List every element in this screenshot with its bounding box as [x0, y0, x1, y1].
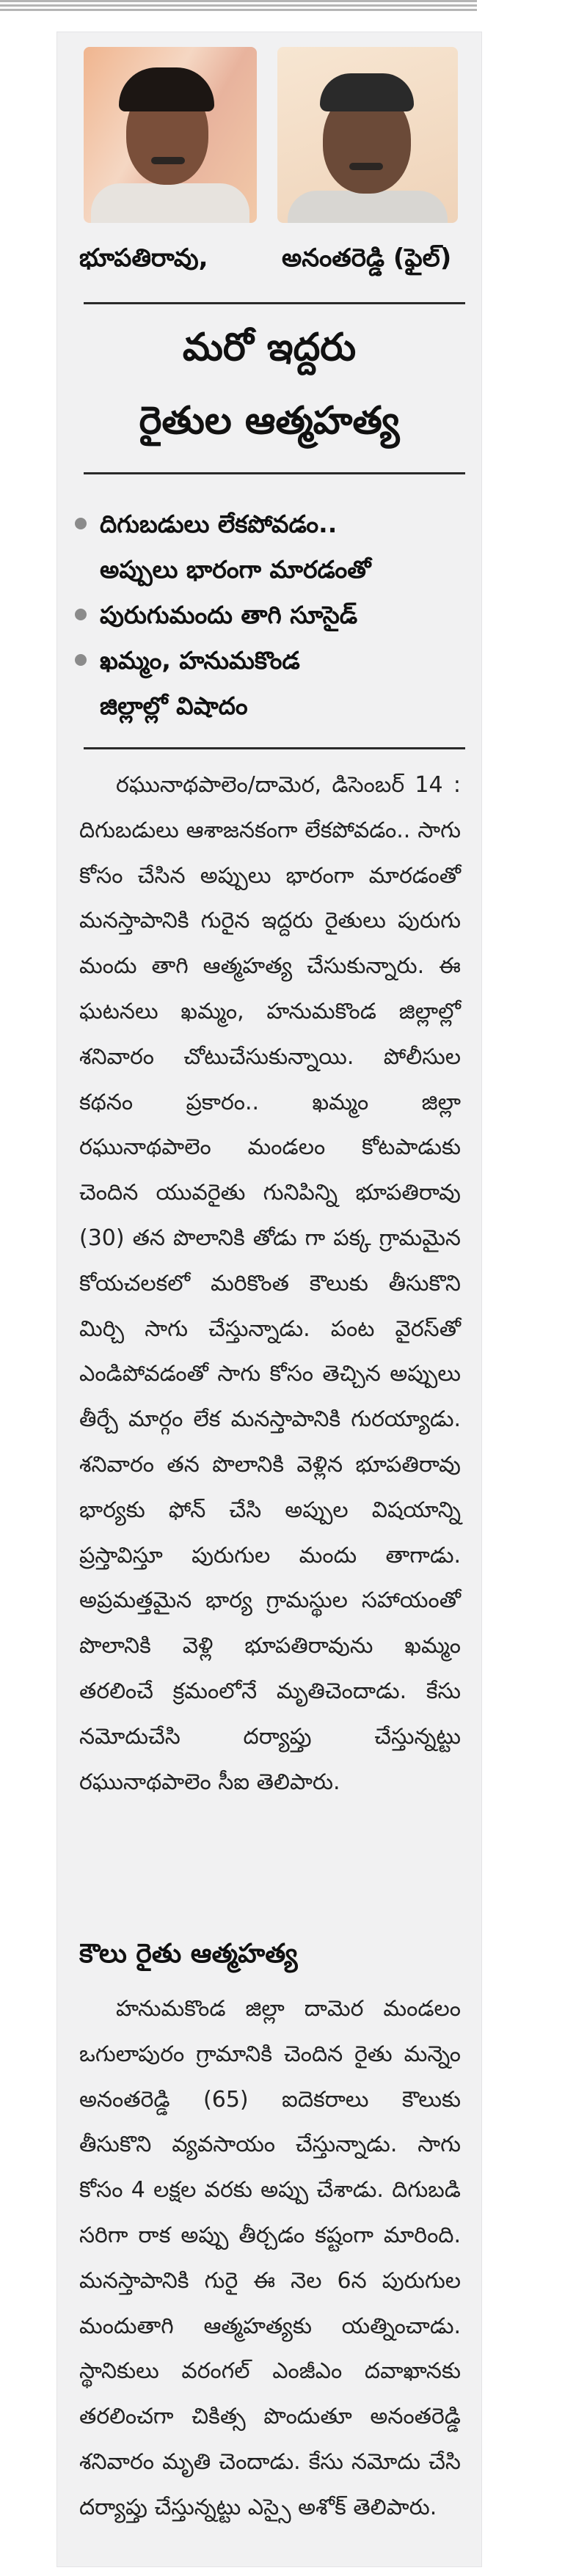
bullet-dot-icon: [75, 609, 87, 620]
highlight-text: అప్పులు భారంగా మారడంతో: [100, 555, 371, 584]
photo-ananthareddy: [277, 47, 458, 223]
photo-mustache: [349, 163, 383, 170]
bullet-dot-icon: [75, 654, 87, 666]
highlight-item: [70, 502, 474, 547]
article-paragraph-2: హనుమకొండ జిల్లా దామెర మండలం ఒగులాపురం గ్రామానికి చెందిన రైతు మన్నెం అనంతరెడ్డి (65) ఐదెకరాలు కౌలుకు తీసుకొని వ్యవసాయం చేస్తున్నాడు. సాగు కోసం 4 లక్షల వరకు అప్పు చేశాడు. దిగుబడి సరిగా రాక అప్పు తీర్చడం కష్టంగా మారింది. మనస్తాపానికి గురై ఈ నెల 6న పురుగుల మందుతాగి ఆత్మహత్యకు యత్నించాడు. స్థానికులు వరంగల్ ఎంజీఎం దవాఖానకు తరలించగా చికిత్స పొందుతూ అనంతరెడ్డి శనివారం మృతి చెందాడు. కేసు నమోదు చేసి దర్యాప్తు చేస్తున్నట్టు ఎస్సై అశోక్ తెలిపారు.: [79, 1996, 461, 2520]
photo-mustache: [151, 157, 185, 164]
photo-shirt: [91, 183, 249, 223]
article-subheading: కౌలు రైతు ఆత్మహత్య: [79, 1939, 298, 1969]
photo-shirt: [288, 191, 448, 223]
photo-hair: [320, 73, 414, 111]
photo-hair: [119, 67, 214, 111]
top-rule: [0, 0, 477, 12]
caption-right: అనంతరెడ్డి (ఫైల్): [282, 243, 452, 273]
headline-line-2: రైతుల ఆత్మహత్య: [139, 399, 400, 443]
photo-row: [57, 32, 481, 252]
highlight-text: పురుగుమందు తాగి సూసైడ్: [100, 601, 358, 629]
highlight-item: [70, 592, 474, 638]
headline-line-1: మరో ఇద్దరు: [182, 326, 357, 370]
highlight-text: దిగుబడులు లేకపోవడం..: [100, 510, 338, 538]
divider-headline: [84, 472, 465, 474]
article-paragraph-1: రఘునాథపాలెం/దామెర, డిసెంబర్ 14 : దిగుబడులు ఆశాజనకంగా లేకపోవడం.. సాగు కోసం చేసిన అప్పులు భారంగా మారడంతో మనస్తాపానికి గురైన ఇద్దరు రైతులు పురుగు మందు తాగి ఆత్మహత్య చేసుకున్నారు. ఈ ఘటనలు ఖమ్మం, హనుమకొండ జిల్లాల్లో శనివారం చోటుచేసుకున్నాయి. పోలీసుల కథనం ప్రకారం.. ఖమ్మం జిల్లా రఘునాథపాలెం మండలం కోటపాడుకు చెందిన యువరైతు గునిపిన్ని భూపతిరావు (30) తన పొలానికి తోడు గా పక్క గ్రామమైన కోయచలకలో మరికొంత కౌలుకు తీసుకొని మిర్చి సాగు చేస్తున్నాడు. పంట వైరస్‌తో ఎండిపోవడంతో సాగు కోసం తెచ్చిన అప్పులు తీర్చే మార్గం లేక మనస్తాపానికి గురయ్యాడు. శనివారం తన పొలానికి వెళ్లిన భూపతిరావు భార్యకు ఫోన్ చేసి అప్పుల విషయాన్ని ప్రస్తావిస్తూ పురుగుల మందు తాగాడు. అప్రమత్తమైన భార్య గ్రామస్థుల సహాయంతో పొలానికి వెళ్లి భూపతిరావును ఖమ్మం తరలించే క్రమంలోనే మృతిచెందాడు. కేసు నమోదుచేసి దర్యాప్తు చేస్తున్నట్టు రఘునాథపాలెం సీఐ తెలిపారు.: [79, 772, 461, 1795]
news-clipping: [57, 32, 481, 2566]
highlight-item: [70, 638, 474, 683]
highlight-item-continued: [70, 547, 474, 592]
highlight-item-continued: [70, 683, 474, 729]
caption-left: భూపతిరావు,: [79, 243, 208, 273]
divider-top: [84, 302, 465, 304]
highlight-text: ఖమ్మం, హనుమకొండ: [100, 646, 300, 675]
divider-body: [84, 747, 465, 749]
photo-bhupathi-rao: [84, 47, 257, 223]
bullet-dot-icon: [75, 518, 87, 529]
highlights-list: [70, 502, 474, 729]
highlight-text: జిల్లాల్లో విషాదం: [100, 691, 248, 720]
